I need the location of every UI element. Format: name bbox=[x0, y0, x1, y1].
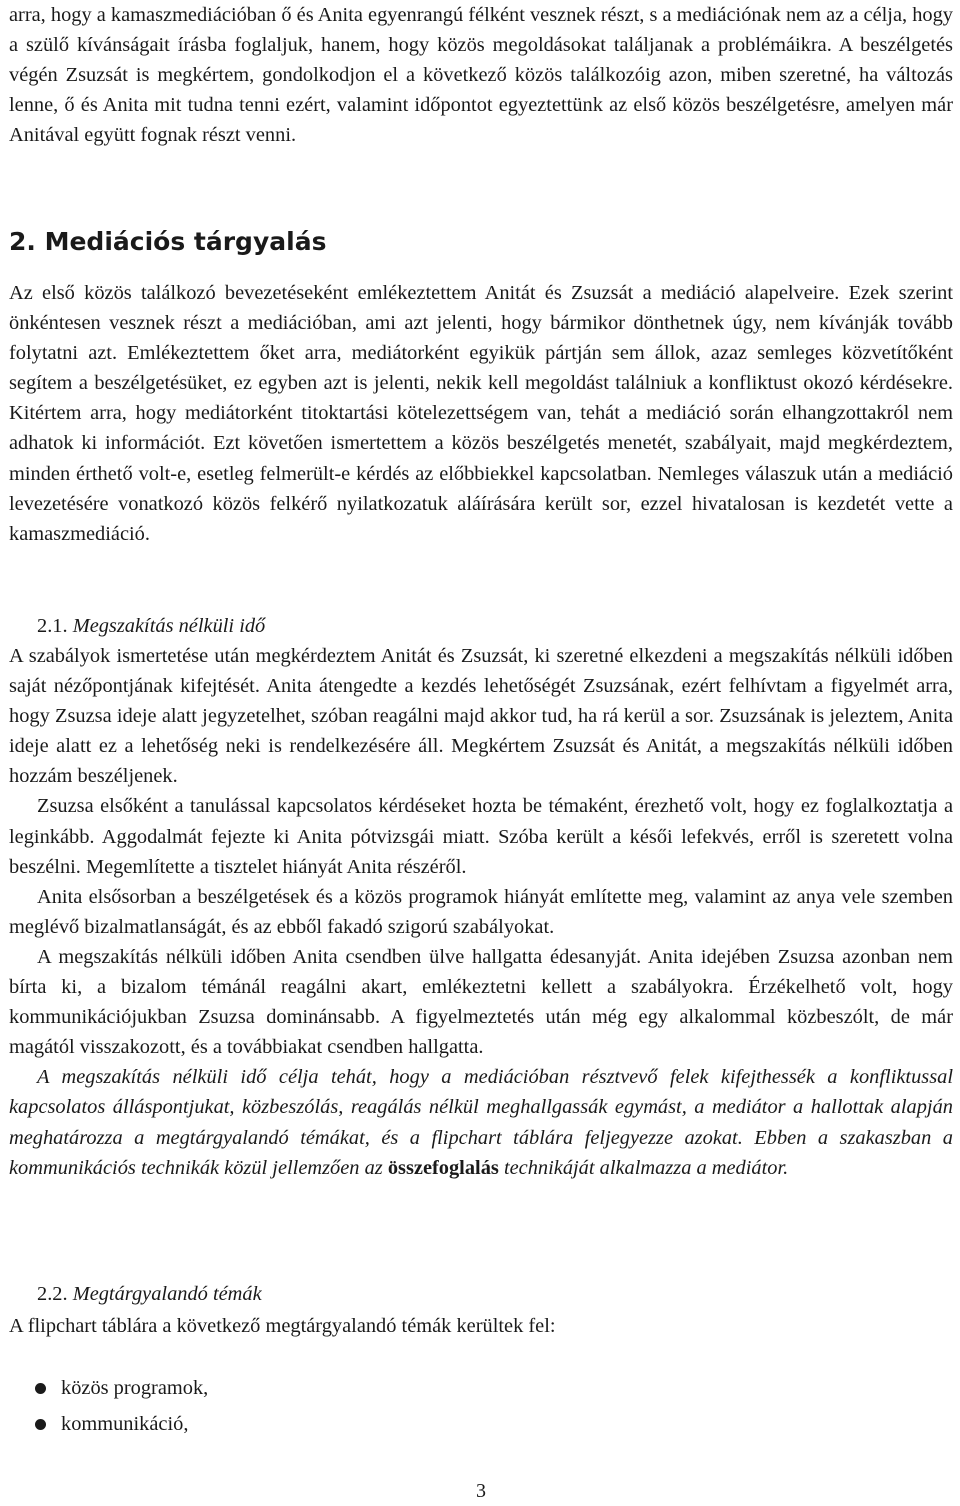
document-page bbox=[9, 0, 953, 1506]
bullet-icon bbox=[35, 1383, 46, 1394]
section-2-1-body bbox=[9, 641, 953, 1183]
section-2-1-paragraph: A megszakítás nélküli időben Anita csendben ülve hallgatta édesanyját. Anita idejében Zsuzsa azonban nem bírta ki, a bizalom témánál reagálni akart, emlékeztetni kellett a szabályokra. Érzékelhető volt, hogy kommunikációjukban Zsuzsa dominánsabb. A figyelmeztetés után még egy alkalommal közbeszólt, de már magától visszakozott, és a továbbiakat csendben hallgatta. bbox=[9, 945, 953, 1059]
section-2-1-paragraph: Anita elsősorban a beszélgetések és a közös programok hiányát említette meg, valamint az anya vele szemben meglévő bizalmatlanságát, és az ebből fakadó szigorú szabályokat. bbox=[9, 885, 953, 938]
summary-text: A megszakítás nélküli idő célja tehát, hogy a mediációban résztvevő felek kifejthessék a konfliktussal kapcsolatos álláspontjukat, közbeszólás, reagálás nélkül meghallgassák egymást, a mediátor a hallottak alapján meghatározza a megtárgyalandó témákat, és a flipchart táblára feljegyezze azokat. Ebben a szakaszban a kommunikációs technikák közül jellemzően az bbox=[9, 1066, 953, 1179]
section-2-2-number: 2.2. bbox=[37, 1283, 68, 1305]
section-2-1-title: Megszakítás nélküli idő bbox=[72, 615, 266, 637]
topics-list bbox=[9, 1370, 208, 1442]
section-2-1-heading bbox=[37, 611, 265, 641]
section-2-2-paragraph: A flipchart táblára a következő megtárgyalandó témák kerültek fel: bbox=[9, 1315, 556, 1337]
section-2-1-paragraph: Zsuzsa elsőként a tanulással kapcsolatos kérdéseket hozta be témaként, érezhető volt, hogy ez foglalkoztatja a leginkább. Aggodalmát fejezte ki Anita pótvizsgái miatt. Szóba került a késői lefekvés, erről is szeretett volna beszélni. Megemlítette a tisztelet hiányát Anita részéről. bbox=[9, 795, 953, 878]
section-2-1-number: 2.1. bbox=[37, 615, 68, 637]
summary-text-end: technikáját alkalmazza a mediátor. bbox=[498, 1156, 789, 1179]
page-number: 3 bbox=[476, 1480, 486, 1502]
list-item-text: kommunikáció, bbox=[61, 1413, 189, 1435]
section-2-paragraph: Az első közös találkozó bevezetéseként emlékeztettem Anitát és Zsuzsát a mediáció alapelveire. Ezek szerint önkéntesen vesznek részt a mediációban, ami azt jelenti, hogy bármikor dönthetnek úgy, nem kívánják tovább folytatni azt. Emlékeztettem őket arra, mediátorként egyikük pártján sem állok, azaz semleges közvetítőként segítem a beszélgetésüket, ez egyben azt is jelenti, nekik kell megoldást találniuk a konfliktust okozó kérdésekre. Kitértem arra, hogy mediátorként titoktartási kötelezettségem van, tehát a mediáció során elhangzottakról nem adhatok ki információt. Ezt követően ismertettem a közös beszélgetés menetét, szabályait, majd megkérdeztem, minden érthető volt-e, esetleg felmerült-e kérdés az előbbiekkel kapcsolatban. Nemleges válaszuk után a mediáció levezetésére vonatkozó közös felkérő nyilatkozatuk aláírására került sor, ezzel hivatalosan is kezdetét vette a kamaszmediáció. bbox=[9, 282, 953, 545]
list-item bbox=[9, 1370, 208, 1406]
bullet-icon bbox=[35, 1419, 46, 1430]
section-2-1-summary bbox=[9, 1062, 953, 1182]
section-2-2-title: Megtárgyalandó témák bbox=[72, 1283, 262, 1305]
summary-bold-term: összefoglalás bbox=[387, 1156, 499, 1179]
section-2-heading: 2. Mediációs tárgyalás bbox=[9, 227, 327, 256]
list-item bbox=[9, 1406, 208, 1442]
section-2-1-paragraph: A szabályok ismertetése után megkérdeztem Anitát és Zsuzsát, ki szeretné elkezdeni a megszakítás nélküli időben saját nézőpontjának kifejtését. Anita átengedte a kezdés lehetőségét Zsuzsának, ezért felhívtam a figyelmét arra, hogy Zsuzsa ideje alatt jegyzetelhet, szóban reagálni majd akkor tud, ha rá kerül a sor. Zsuzsának is jeleztem, Anita ideje alatt ez a lehetőség neki is rendelkezésére áll. Megkértem Zsuzsát és Anitát, a megszakítás nélküli időben hozzám beszéljenek. bbox=[9, 645, 953, 788]
section-2-2-heading bbox=[37, 1279, 262, 1309]
list-item-text: közös programok, bbox=[61, 1377, 209, 1399]
intro-paragraph: arra, hogy a kamaszmediációban ő és Anita egyenrangú félként vesznek részt, s a mediációnak nem az a célja, hogy a szülő kívánságait írásba foglaljuk, hanem, hogy közös megoldásokat találjanak a problémáikra. A beszélgetés végén Zsuzsát is megkértem, gondolkodjon el a következő közös találkozóig azon, miben szeretné, ha változás lenne, ő és Anita mit tudna tenni ezért, valamint időpontot egyeztettünk az első közös beszélgetésre, amelyen már Anitával együtt fognak részt venni. bbox=[9, 4, 953, 147]
